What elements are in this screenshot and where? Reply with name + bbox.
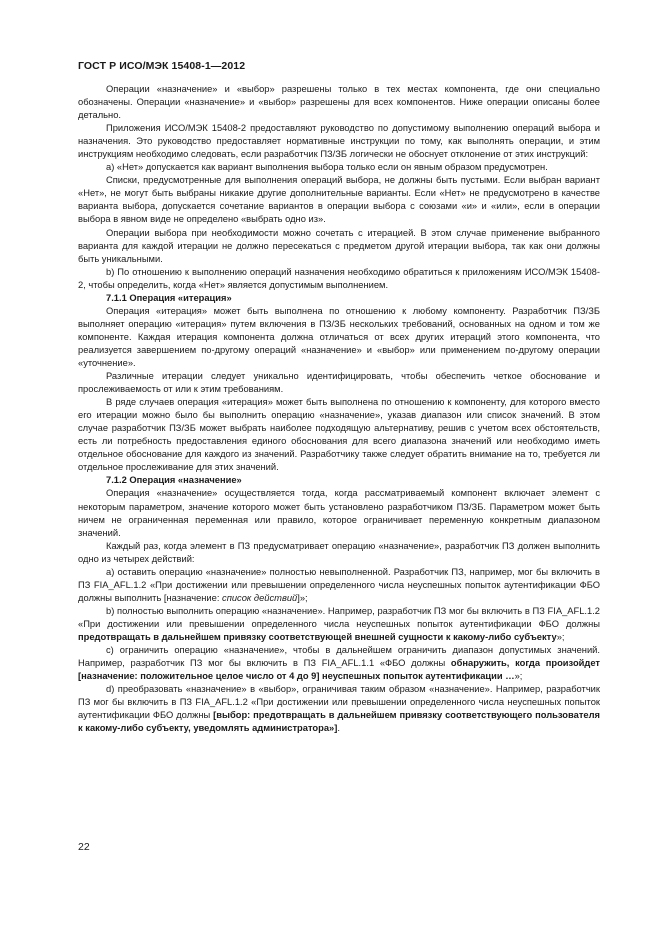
text-run: »; [556,631,565,642]
bold-run: [выбор: предотвращать в дальнейшем привязку соответствующего пользователя к какому-либо субъекту, уведомлять администратора»] [78,710,600,734]
paragraph: Каждый раз, когда элемент в ПЗ предусматривает операцию «назначение», разработчик ПЗ должен выполнить одно из четырех действий: [78,540,600,564]
text-run: d) преобразовать «назначение» в «выбор», ограничивая таким образом «назначение». Например, разработчик ПЗ мог бы включить в ПЗ FIA_AFL.1.2 «При достижении или превышении определенного числа неуспешных попыток аутентификации ФБО должны [78,684,600,721]
paragraph: Списки, предусмотренные для выполнения операций выбора, не должны быть пустыми. Если выбран вариант «Нет», не могут быть выбраны никакие другие дополнительные варианты. Если «Нет» не предусмотрено в качестве варианта выбора, допускается сочетание вариантов в операции выбора с союзами «и» и «или», если в операции выбора в явном виде не определено «выбрать одно из». [78,175,600,225]
text-run: а) оставить операцию «назначение» полностью невыполненной. Разработчик ПЗ, например, мог бы включить в ПЗ FIA_AFL.1.2 «При достижении или превышении определенного числа неуспешных попыток аутентификации ФБО должны выполнить [назначение: [78,566,600,603]
list-item-c-assignment [78,644,600,683]
list-item-a: а) «Нет» допускается как вариант выполнения выбора только если он явным образом предусмотрен. [106,162,548,173]
paragraph: Операции «назначение» и «выбор» разрешены только в тех местах компонента, где они специально обозначены. Операции «назначение» и «выбор» разрешены для всех компонентов. Ниже операции описаны более детально. [78,84,600,121]
paragraph: Операция «назначение» осуществляется тогда, когда рассматриваемый компонент включает элемент с некоторым параметром, значение которого может быть установлено разработчиком ПЗ/ЗБ. Параметром может быть ничем не ограниченная переменная или правило, которое ограничивает переменную конкретным диапазоном значений. [78,488,600,538]
text-run: b) полностью выполнить операцию «назначение». Например, разработчик ПЗ мог бы включить в ПЗ FIA_AFL.1.2 «При достижении или превышении определенного числа неуспешных попыток аутентификации ФБО должны [78,605,600,629]
text-run: »; [514,671,523,682]
italic-run: список действий [222,592,298,603]
paragraph: Приложения ИСО/МЭК 15408-2 предоставляют руководство по допустимому выполнению операций выбора и назначения. Это руководство предоставляет нормативные инструкции по тому, как выполнять операции, и этим инструкциям необходимо следовать, если разработчик ПЗ/ЗБ логически не обоснует отклонение от этих инструкций: [78,123,600,160]
page-number: 22 [78,841,90,853]
section-heading-7-1-1: 7.1.1 Операция «итерация» [106,292,232,303]
list-item-a-assignment [78,566,600,605]
bold-run: обнаружить, когда произойдет [назначение: положительное целое число от 4 до 9] неуспешных попыток аутентификации … [78,658,600,682]
bold-run: предотвращать в дальнейшем привязку соответствующей внешней сущности к какому-либо субъекту [78,631,557,642]
paragraph: Операции выбора при необходимости можно сочетать с итерацией. В этом случае применение выбранного варианта для каждой итерации не должно пересекаться с предметом другой итерации выбора, так как они должны быть уникальными. [78,227,600,264]
paragraph: В ряде случаев операция «итерация» может быть выполнена по отношению к компоненту, для которого вместо его итерации можно было бы выполнить операцию «назначение», указав диапазон или список значений. В этом случае разработчик ПЗ/ЗБ может выбрать наиболее подходящую альтернативу, решив с учетом всех обстоятельств, есть ли потребность предоставления единого обоснования для всего диапазона значений или необходимо иметь отдельное обоснование для каждого из значений. Разработчику также следует обратить внимание на то, требуется ли отдельное прослеживание для этих значений. [78,397,600,473]
text-run: . [337,723,340,734]
text-run: с) ограничить операцию «назначение», чтобы в дальнейшем ограничить диапазон допустимых значений. Например, разработчик ПЗ мог бы включить в ПЗ FIA_AFL.1.1 «ФБО должны [78,645,600,669]
section-heading-7-1-2: 7.1.2 Операция «назначение» [106,475,242,486]
list-item-b: b) По отношению к выполнению операций назначения необходимо обратиться к приложениям ИСО/МЭК 15408-2, чтобы определить, когда «Нет» является допустимым выполнением. [78,266,600,290]
document-header: ГОСТ Р ИСО/МЭК 15408-1—2012 [78,60,246,72]
paragraph: Операция «итерация» может быть выполнена по отношению к любому компоненту. Разработчик ПЗ/ЗБ выполняет операцию «итерация» путем включения в ПЗ/ЗБ нескольких требований, основанных на одном и том же компоненте. Каждая итерация компонента должна отличаться от всех других итераций этого компонента, что реализуется завершением по-другому операций «назначение» и «выбор» или применением по-другому операции «уточнение». [78,305,600,368]
document-body [78,83,600,735]
paragraph: Различные итерации следует уникально идентифицировать, чтобы обеспечить четкое обоснование и прослеживаемость от или к этим требованиям. [78,371,600,395]
text-run: ]»; [297,592,308,603]
list-item-d-assignment [78,683,600,735]
list-item-b-assignment [78,605,600,644]
